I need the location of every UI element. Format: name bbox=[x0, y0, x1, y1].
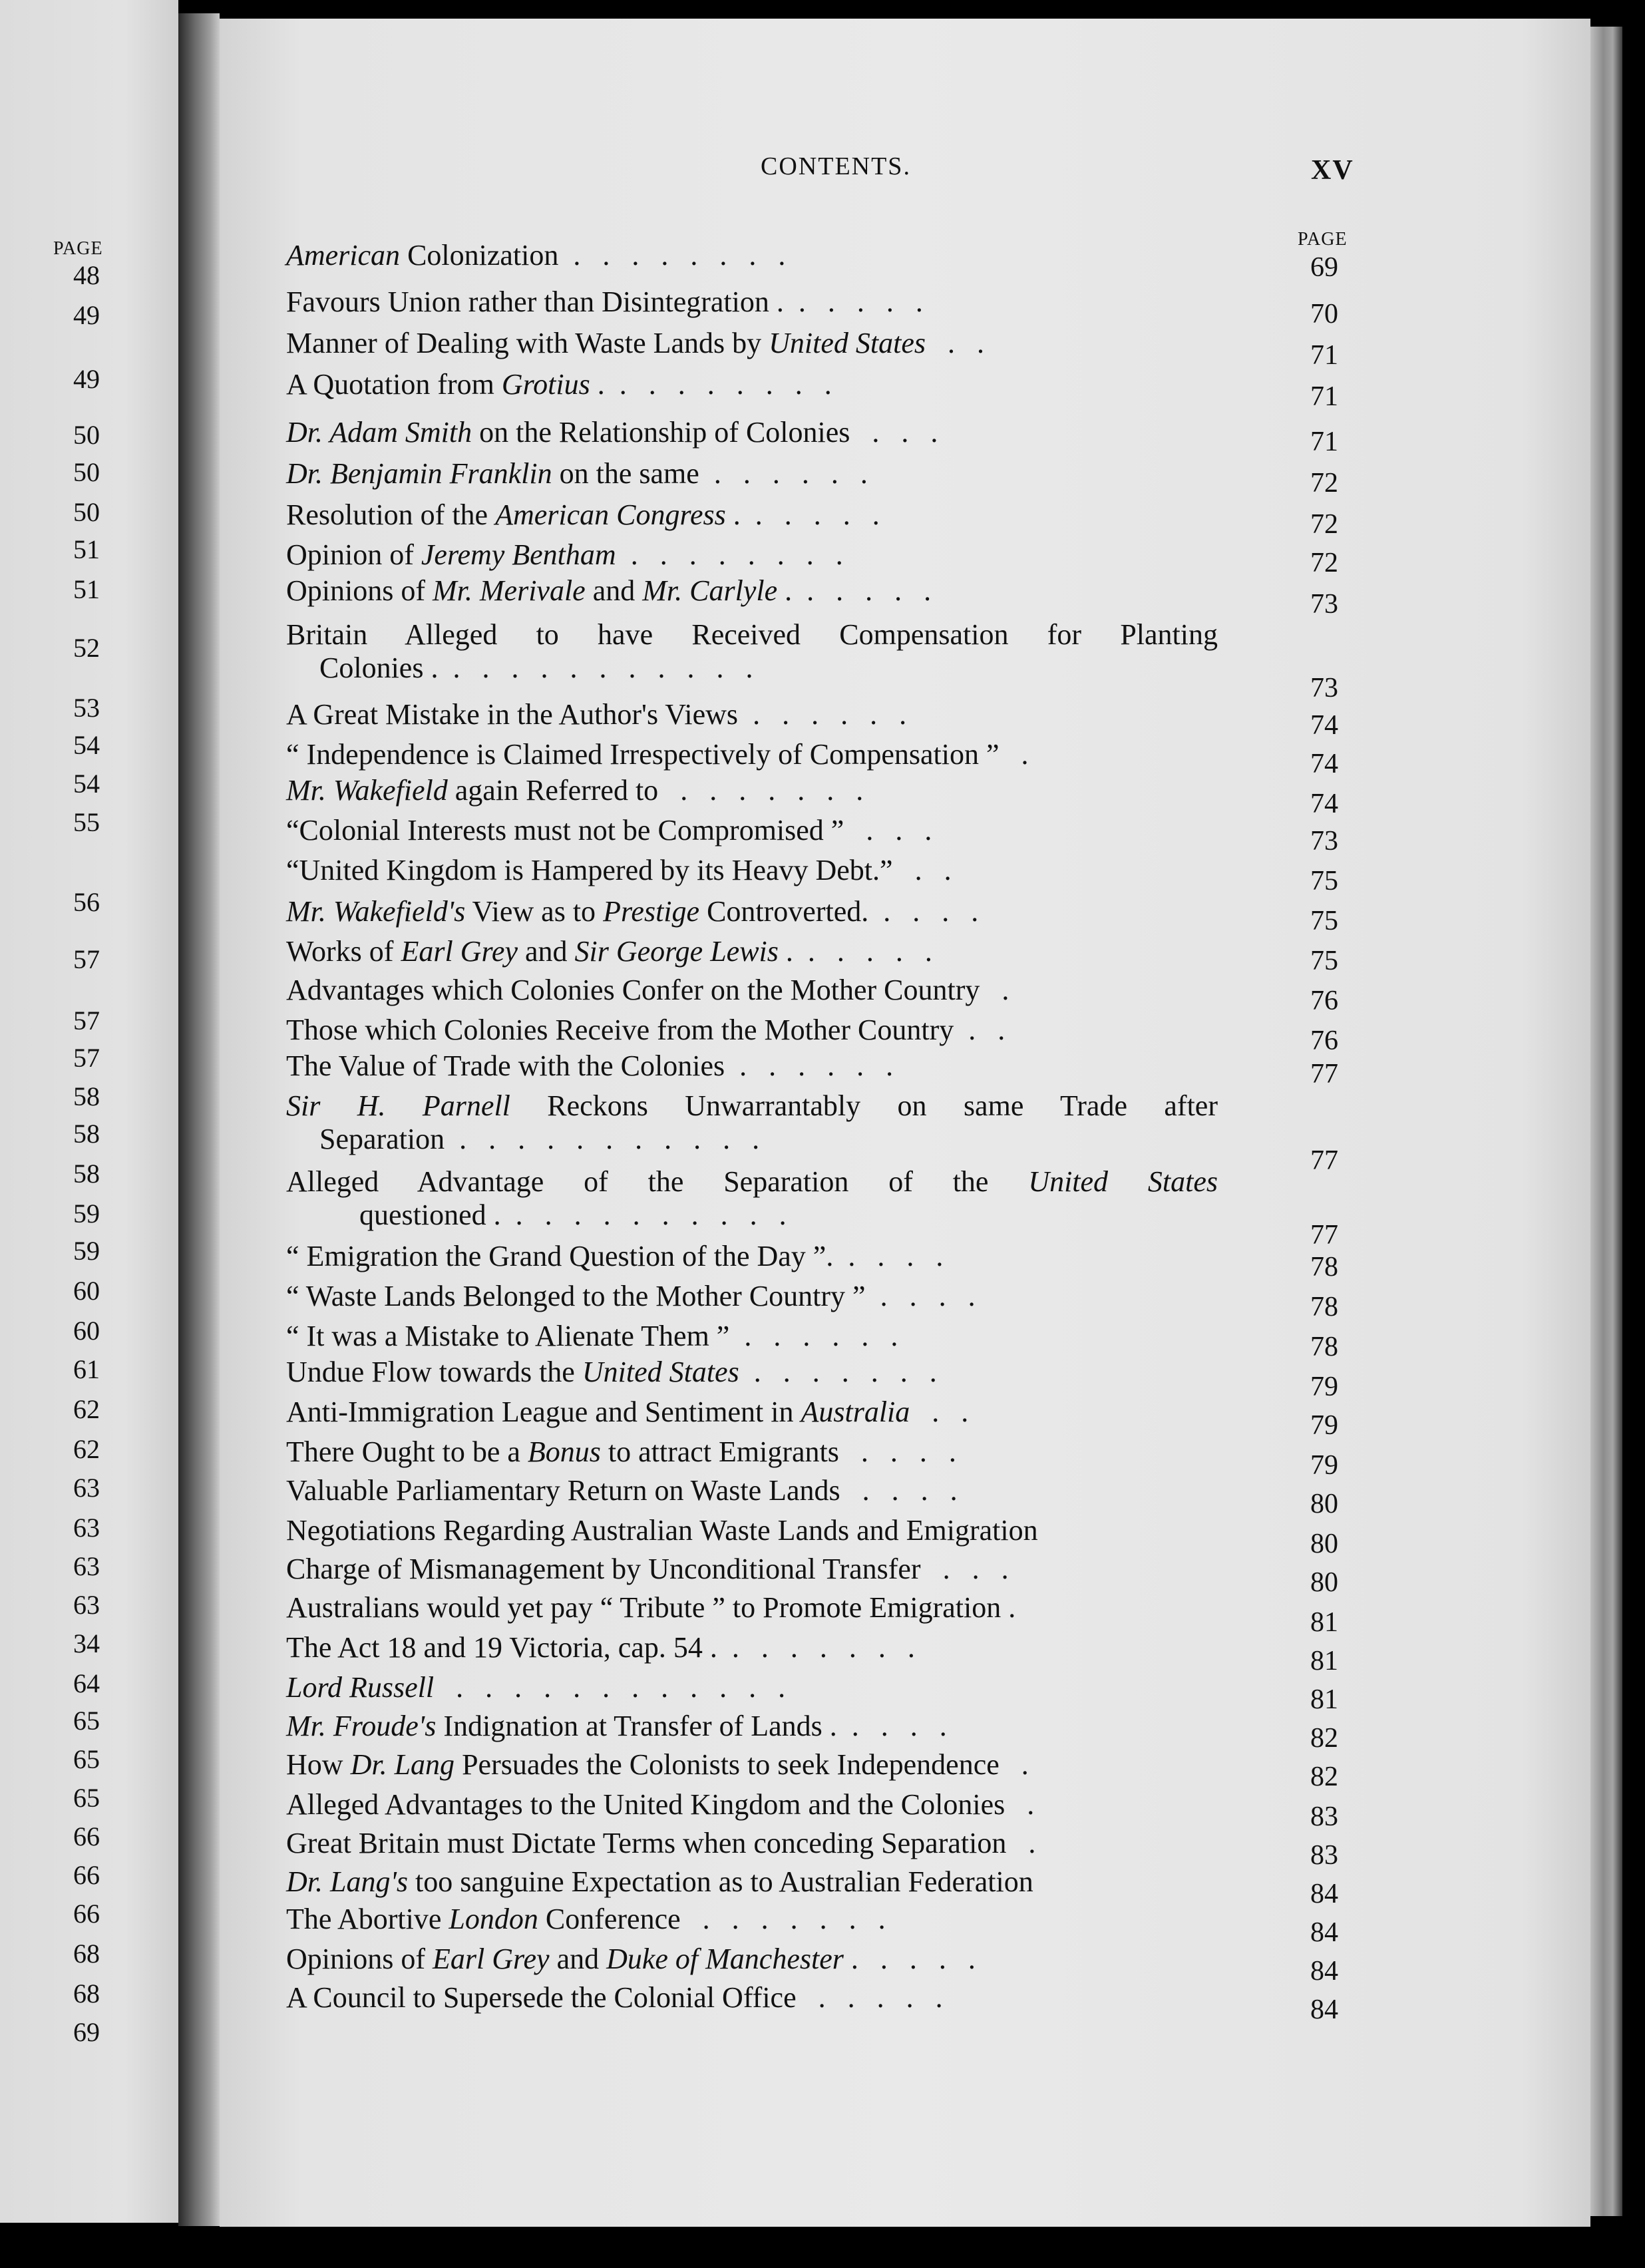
left-page-number: 63 bbox=[73, 1473, 100, 1503]
page-number: 74 bbox=[1310, 749, 1338, 779]
dot-leader: . . . . . . . bbox=[680, 1903, 886, 1935]
page-folio: XV bbox=[1311, 155, 1354, 186]
dot-leader: . . . . . . . . . . bbox=[500, 1199, 787, 1231]
book-gutter bbox=[178, 13, 220, 2226]
page-number: 74 bbox=[1310, 789, 1338, 819]
entry-text: . bbox=[590, 368, 605, 401]
entry-text: Colonization bbox=[400, 239, 559, 272]
entry-text: Valuable Parliamentary Return on Waste Lands bbox=[286, 1474, 840, 1507]
entry-text: Reckons Unwarrantably on same Trade after bbox=[510, 1089, 1218, 1122]
page-number: 78 bbox=[1310, 1332, 1338, 1362]
toc-entry bbox=[286, 418, 1218, 447]
dot-leader: . . . . . bbox=[793, 935, 932, 968]
running-head: CONTENTS. bbox=[761, 152, 911, 180]
entry-text: “ It was a Mistake to Alienate Them ” bbox=[286, 1320, 730, 1352]
entry-text: “Colonial Interests must not be Compromised ” bbox=[286, 814, 844, 847]
page-number: 77 bbox=[1310, 1220, 1338, 1250]
dot-leader: . . . . bbox=[838, 1435, 956, 1468]
page-number: 79 bbox=[1310, 1450, 1338, 1481]
entry-text: There Ought to be a bbox=[286, 1435, 528, 1468]
entry-italic-text: Prestige bbox=[603, 895, 700, 928]
entry-text: A Great Mistake in the Author's Views bbox=[286, 698, 739, 731]
left-page-number: 65 bbox=[73, 1744, 100, 1774]
entry-italic-text: Mr. Merivale bbox=[433, 574, 586, 607]
page-number: 83 bbox=[1310, 1801, 1338, 1832]
left-page-fragment bbox=[0, 0, 178, 2223]
entry-text: “ Waste Lands Belonged to the Mother Country ” bbox=[286, 1280, 866, 1312]
entry-text: Manner of Dealing with Waste Lands by bbox=[286, 327, 769, 359]
entry-italic-text: Australia bbox=[801, 1396, 910, 1428]
entry-text: “United Kingdom is Hampered by its Heavy Debt.” bbox=[286, 854, 893, 886]
entry-text: . bbox=[843, 1943, 858, 1975]
left-page-number: 50 bbox=[73, 457, 100, 487]
page-number: 80 bbox=[1310, 1489, 1338, 1519]
toc-entry bbox=[286, 1476, 1218, 1505]
entry-text: on the Relationship of Colonies bbox=[472, 416, 850, 449]
left-page-number: 60 bbox=[73, 1316, 100, 1346]
entry-text: too sanguine Expectation as to Australian Federation bbox=[408, 1865, 1033, 1898]
left-page-number: 51 bbox=[73, 574, 100, 604]
toc-entry bbox=[286, 1242, 1218, 1271]
entry-text: and bbox=[585, 574, 643, 607]
dot-leader: . . bbox=[954, 1014, 1005, 1046]
entry-continuation-line bbox=[286, 654, 1218, 683]
toc-entry bbox=[286, 937, 1218, 966]
entry-text: Anti-Immigration League and Sentiment in bbox=[286, 1396, 801, 1428]
page-number: 83 bbox=[1310, 1840, 1338, 1871]
entry-italic-text: Dr. Benjamin Franklin bbox=[286, 457, 552, 490]
toc-entry bbox=[286, 1555, 1218, 1584]
toc-entry bbox=[286, 1016, 1218, 1045]
entry-italic-text: Lord Russell bbox=[286, 1671, 435, 1704]
left-page-number: 62 bbox=[73, 1434, 100, 1464]
page-number: 78 bbox=[1310, 1252, 1338, 1282]
entry-italic-text: United States bbox=[1028, 1165, 1218, 1198]
left-page-number: 59 bbox=[73, 1236, 100, 1266]
dot-leader: . . . . bbox=[865, 1280, 976, 1312]
left-page-number: 63 bbox=[73, 1513, 100, 1543]
entry-text: Advantages which Colonies Confer on the Mother Country bbox=[286, 974, 980, 1006]
page-number: 72 bbox=[1310, 509, 1338, 540]
left-page-number: 69 bbox=[73, 2017, 100, 2047]
toc-entry bbox=[286, 976, 1218, 1005]
entry-text: Those which Colonies Receive from the Mother Country bbox=[286, 1014, 954, 1046]
entry-italic-text: London bbox=[449, 1903, 538, 1935]
left-page-number: 56 bbox=[73, 887, 100, 917]
left-page-number: 55 bbox=[73, 807, 100, 837]
entry-italic-text: Dr. Lang bbox=[350, 1748, 455, 1781]
page-number: 71 bbox=[1310, 340, 1338, 371]
page-number: 71 bbox=[1310, 427, 1338, 457]
entry-text: The Act 18 and 19 Victoria, cap. 54 . bbox=[286, 1631, 717, 1664]
toc-entry bbox=[286, 740, 1218, 769]
dot-leader: . . . . . . bbox=[699, 457, 868, 490]
toc-entry bbox=[286, 329, 1218, 358]
entry-italic-text: Mr. Wakefield's bbox=[286, 895, 466, 928]
left-page-number: 66 bbox=[73, 1899, 100, 1929]
toc-entry bbox=[286, 500, 1218, 530]
page-number: 72 bbox=[1310, 548, 1338, 578]
dot-leader: . bbox=[999, 738, 1029, 771]
toc-entry bbox=[286, 241, 1218, 270]
entry-continuation-line bbox=[286, 1201, 1218, 1230]
page-number: 81 bbox=[1310, 1684, 1338, 1715]
entry-text: questioned . bbox=[359, 1199, 501, 1231]
entry-italic-text: American bbox=[286, 239, 401, 272]
toc-entry bbox=[286, 700, 1218, 729]
toc-entry bbox=[286, 1398, 1218, 1427]
entry-first-line: Britain Alleged to have Received Compensation for Planting bbox=[286, 618, 1218, 651]
dot-leader: . . . . . . . bbox=[658, 774, 864, 807]
left-page-number: 63 bbox=[73, 1551, 100, 1581]
entry-text: A Council to Supersede the Colonial Office bbox=[286, 1981, 797, 2014]
entry-text: How bbox=[286, 1748, 351, 1781]
entry-text: Great Britain must Dictate Terms when conceding Separation bbox=[286, 1827, 1007, 1859]
entry-italic-text: Mr. Wakefield bbox=[286, 774, 448, 807]
toc-entry bbox=[286, 540, 1218, 570]
dot-leader: . bbox=[999, 1748, 1029, 1781]
toc-entry bbox=[286, 1051, 1218, 1081]
dot-leader: . . . . . . bbox=[729, 1320, 898, 1352]
page-number: 73 bbox=[1310, 589, 1338, 620]
entry-text: Persuades the Colonists to seek Independence bbox=[455, 1748, 1000, 1781]
page-number: 69 bbox=[1310, 252, 1338, 283]
toc-entry bbox=[286, 1091, 1218, 1154]
entry-italic-text: Sir H. Parnell bbox=[286, 1089, 510, 1122]
left-page-column-label: PAGE bbox=[53, 238, 103, 259]
toc-entry bbox=[286, 1633, 1218, 1662]
dot-leader: . . . . bbox=[836, 1710, 947, 1742]
left-page-number: 66 bbox=[73, 1860, 100, 1890]
entry-text: . bbox=[777, 574, 793, 607]
entry-text: Resolution of the bbox=[286, 498, 496, 531]
toc-entry bbox=[286, 856, 1218, 885]
page-column-label: PAGE bbox=[1298, 229, 1348, 250]
page-number: 84 bbox=[1310, 1917, 1338, 1948]
dot-leader: . . . bbox=[920, 1553, 1009, 1585]
left-page-number: 54 bbox=[73, 769, 100, 799]
entry-continuation-line bbox=[286, 1125, 1218, 1154]
toc-entry bbox=[286, 1358, 1218, 1387]
dot-leader: . . . . . bbox=[740, 498, 880, 531]
entry-text: “ Independence is Claimed Irrespectively of Compensation ” bbox=[286, 738, 1000, 771]
entry-text: . bbox=[778, 935, 793, 968]
entry-italic-text: American Congress bbox=[495, 498, 726, 531]
page-number: 77 bbox=[1310, 1059, 1338, 1089]
left-page-number: 57 bbox=[73, 944, 100, 974]
toc-entry bbox=[286, 1673, 1218, 1702]
page-number: 78 bbox=[1310, 1292, 1338, 1322]
left-page-number: 57 bbox=[73, 1043, 100, 1073]
entry-text: to attract Emigrants bbox=[600, 1435, 839, 1468]
left-page-number: 59 bbox=[73, 1199, 100, 1228]
entry-text: on the same bbox=[552, 457, 699, 490]
entry-text: Conference bbox=[538, 1903, 681, 1935]
page-number: 82 bbox=[1310, 1723, 1338, 1754]
toc-entry bbox=[286, 1593, 1218, 1622]
left-page-number: 62 bbox=[73, 1394, 100, 1424]
dot-leader: . . . . . bbox=[783, 285, 923, 318]
toc-entry bbox=[286, 576, 1218, 606]
page-number: 71 bbox=[1310, 381, 1338, 412]
page-number: 79 bbox=[1310, 1372, 1338, 1402]
toc-entry bbox=[286, 1750, 1218, 1780]
entry-text: Alleged Advantages to the United Kingdom and the Colonies bbox=[286, 1788, 1005, 1821]
left-page-number: 58 bbox=[73, 1081, 100, 1111]
dot-leader: . . . bbox=[850, 416, 938, 449]
page-number: 74 bbox=[1310, 710, 1338, 741]
page-number: 75 bbox=[1310, 866, 1338, 896]
dot-leader: . . . . bbox=[858, 1943, 976, 1975]
left-page-number: 49 bbox=[73, 364, 100, 394]
entry-text: Opinions of bbox=[286, 574, 433, 607]
entry-text: Colonies . bbox=[319, 652, 439, 684]
dot-leader: . . . . . bbox=[796, 1981, 943, 2014]
page-number: 75 bbox=[1310, 906, 1338, 936]
toc-entry bbox=[286, 1983, 1218, 2012]
entry-text: The Abortive bbox=[286, 1903, 449, 1935]
entry-text: Controverted. bbox=[699, 895, 869, 928]
dot-leader: . . . . . bbox=[792, 574, 932, 607]
page-number: 73 bbox=[1310, 826, 1338, 856]
entry-text: Undue Flow towards the bbox=[286, 1356, 582, 1388]
page-number: 80 bbox=[1310, 1567, 1338, 1598]
left-page-number: 48 bbox=[73, 260, 100, 290]
left-page-number: 65 bbox=[73, 1783, 100, 1813]
left-page-number: 61 bbox=[73, 1354, 100, 1384]
entry-text: Opinions of bbox=[286, 1943, 433, 1975]
dot-leader: . bbox=[1005, 1788, 1035, 1821]
dot-leader: . . bbox=[892, 854, 952, 886]
entry-italic-text: Mr. Carlyle bbox=[642, 574, 778, 607]
toc-entry bbox=[286, 1167, 1218, 1230]
page-number: 75 bbox=[1310, 946, 1338, 976]
dot-leader: . . . . bbox=[840, 1474, 958, 1507]
page-number: 80 bbox=[1310, 1529, 1338, 1559]
left-page-number: 50 bbox=[73, 497, 100, 527]
toc-entry bbox=[286, 1282, 1218, 1311]
left-page-number: 68 bbox=[73, 1979, 100, 2008]
entry-first-line bbox=[286, 1167, 1218, 1197]
entry-text: Australians would yet pay “ Tribute ” to Promote Emigration . bbox=[286, 1591, 1016, 1624]
page-number: 76 bbox=[1310, 1026, 1338, 1056]
page-number: 82 bbox=[1310, 1762, 1338, 1792]
entry-text: Alleged Advantage of the Separation of the bbox=[286, 1165, 1029, 1198]
toc-entry bbox=[286, 1437, 1218, 1467]
dot-leader: . . . . . . bbox=[725, 1049, 894, 1082]
entry-italic-text: United States bbox=[582, 1356, 739, 1388]
dot-leader: . . . . . . . . bbox=[616, 538, 843, 571]
left-page-number: 58 bbox=[73, 1159, 100, 1189]
page-number: 77 bbox=[1310, 1145, 1338, 1176]
toc-entry bbox=[286, 1829, 1218, 1858]
page-number: 79 bbox=[1310, 1410, 1338, 1441]
entry-italic-text: Bonus bbox=[527, 1435, 601, 1468]
page-number: 81 bbox=[1310, 1646, 1338, 1676]
entry-italic-text: Dr. Adam Smith bbox=[286, 416, 472, 449]
entry-text: and bbox=[518, 935, 575, 968]
toc-entry bbox=[286, 1516, 1218, 1545]
entry-text: Negotiations Regarding Australian Waste Lands and Emigration bbox=[286, 1514, 1038, 1547]
left-page-number: 63 bbox=[73, 1590, 100, 1620]
entry-italic-text: Earl Grey bbox=[433, 1943, 550, 1975]
entry-text: Separation bbox=[319, 1123, 445, 1155]
left-page-number: 68 bbox=[73, 1939, 100, 1969]
left-page-number: 66 bbox=[73, 1821, 100, 1851]
toc-entry bbox=[286, 1790, 1218, 1819]
page-number: 76 bbox=[1310, 986, 1338, 1016]
dot-leader: . . bbox=[910, 1396, 969, 1428]
toc-entry bbox=[286, 897, 1218, 926]
toc-entry bbox=[286, 1867, 1218, 1897]
toc-entry bbox=[286, 287, 1218, 317]
entry-text: . bbox=[725, 498, 741, 531]
left-page-number: 54 bbox=[73, 730, 100, 760]
left-page-number: 49 bbox=[73, 300, 100, 330]
entry-text: and bbox=[549, 1943, 607, 1975]
left-page-number: 58 bbox=[73, 1119, 100, 1149]
dot-leader: . . . . bbox=[868, 895, 979, 928]
toc-entry bbox=[286, 1945, 1218, 1974]
page-edge bbox=[1590, 27, 1622, 2216]
entry-italic-text: Sir George Lewis bbox=[574, 935, 779, 968]
entry-text: The Value of Trade with the Colonies bbox=[286, 1049, 725, 1082]
entry-text: Opinion of bbox=[286, 538, 421, 571]
dot-leader: . . . . . . . . bbox=[604, 368, 832, 401]
entry-italic-text: Jeremy Bentham bbox=[421, 538, 616, 571]
entry-italic-text: Mr. Froude's bbox=[286, 1710, 437, 1742]
entry-italic-text: Earl Grey bbox=[401, 935, 518, 968]
left-page-number: 64 bbox=[73, 1668, 100, 1698]
page-number: 84 bbox=[1310, 1956, 1338, 1986]
dot-leader: . . . . bbox=[833, 1240, 944, 1272]
entry-italic-text: United States bbox=[769, 327, 926, 359]
left-page-number: 60 bbox=[73, 1276, 100, 1306]
entry-text: Indignation at Transfer of Lands . bbox=[436, 1710, 837, 1742]
entry-first-line bbox=[286, 1091, 1218, 1121]
left-page-number: 65 bbox=[73, 1706, 100, 1736]
dot-leader: . . . . . . . . . . . bbox=[438, 652, 753, 684]
dot-leader: . . . . . . . . . . . . bbox=[434, 1671, 786, 1704]
toc-entry bbox=[286, 776, 1218, 805]
entry-text: Favours Union rather than Disintegration . bbox=[286, 285, 784, 318]
dot-leader: . bbox=[980, 974, 1009, 1006]
dot-leader: . bbox=[1006, 1827, 1036, 1859]
dot-leader: . . . . . . bbox=[738, 698, 907, 731]
entry-text: Works of bbox=[286, 935, 401, 968]
entry-text: A Quotation from bbox=[286, 368, 502, 401]
left-page-number: 51 bbox=[73, 534, 100, 564]
page-number: 84 bbox=[1310, 1879, 1338, 1909]
page-number: 70 bbox=[1310, 299, 1338, 329]
dot-leader: . . . . . . . . bbox=[558, 239, 786, 272]
page-number: 81 bbox=[1310, 1607, 1338, 1638]
left-page-number: 53 bbox=[73, 693, 100, 723]
entry-text: View as to bbox=[465, 895, 604, 928]
dot-leader: . . bbox=[926, 327, 984, 359]
dot-leader: . . . . . . . bbox=[717, 1631, 915, 1664]
dot-leader: . . . . . . . bbox=[739, 1356, 937, 1388]
left-page-number: 52 bbox=[73, 633, 100, 663]
toc-entry bbox=[286, 1322, 1218, 1351]
left-page-number: 34 bbox=[73, 1628, 100, 1658]
toc-entry bbox=[286, 1905, 1218, 1934]
dot-leader: . . . . . . . . . . . bbox=[445, 1123, 760, 1155]
page-number: 72 bbox=[1310, 468, 1338, 498]
entry-italic-text: Dr. Lang's bbox=[286, 1865, 409, 1898]
toc-entry bbox=[286, 459, 1218, 488]
page-number: 73 bbox=[1310, 673, 1338, 703]
toc-entry bbox=[286, 370, 1218, 399]
entry-text: Charge of Mismanagement by Unconditional Transfer bbox=[286, 1553, 921, 1585]
left-page-number: 57 bbox=[73, 1006, 100, 1036]
toc-entry bbox=[286, 620, 1218, 683]
entry-italic-text: Grotius bbox=[501, 368, 590, 401]
entry-text: “ Emigration the Grand Question of the Day ”. bbox=[286, 1240, 834, 1272]
toc-entry bbox=[286, 1712, 1218, 1741]
entry-text: again Referred to bbox=[447, 774, 659, 807]
page-number: 84 bbox=[1310, 1994, 1338, 2025]
toc-entry bbox=[286, 816, 1218, 845]
dot-leader: . . . bbox=[844, 814, 932, 847]
left-page-number: 50 bbox=[73, 420, 100, 450]
entry-italic-text: Duke of Manchester bbox=[606, 1943, 844, 1975]
